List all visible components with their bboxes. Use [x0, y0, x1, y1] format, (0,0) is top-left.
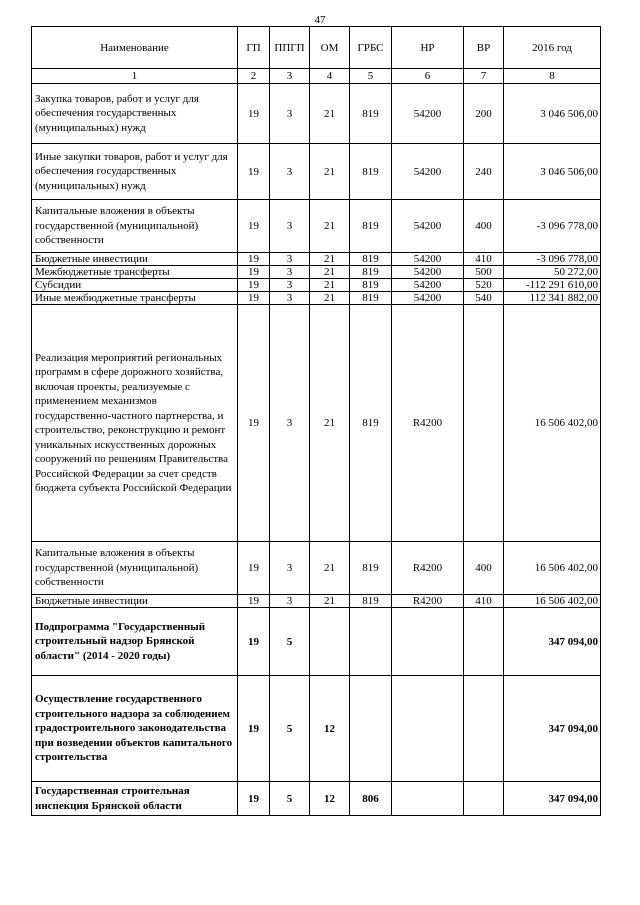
row-vr: 240 — [464, 144, 504, 200]
row-nr: 54200 — [392, 279, 464, 292]
col-number: 8 — [504, 69, 601, 84]
row-vr: 410 — [464, 595, 504, 608]
row-om: 12 — [310, 782, 350, 816]
row-gp: 19 — [238, 84, 270, 144]
row-nr — [392, 608, 464, 676]
row-gp: 19 — [238, 144, 270, 200]
row-amount: 347 094,00 — [504, 608, 601, 676]
row-name: Бюджетные инвестиции — [32, 253, 238, 266]
header-grbs: ГРБС — [350, 27, 392, 69]
row-nr: 54200 — [392, 253, 464, 266]
row-name: Капитальные вложения в объекты государственной (муниципальной) собственности — [32, 200, 238, 253]
row-name: Реализация мероприятий региональных программ в сфере дорожного хозяйства, включая проекты, реализуемые с применением механизмов государственно-частного партнерства, и строительство, реконструкцию и ремонт уникальных искусственных дорожных сооружений по решениям Правительства Российской Федерации за счет средств бюджета субъекта Российской Федерации — [32, 305, 238, 542]
row-nr: 54200 — [392, 200, 464, 253]
row-om: 21 — [310, 144, 350, 200]
row-ppgp: 3 — [270, 542, 310, 595]
col-number: 7 — [464, 69, 504, 84]
row-gp: 19 — [238, 542, 270, 595]
row-ppgp: 5 — [270, 608, 310, 676]
row-gp: 19 — [238, 608, 270, 676]
row-nr — [392, 676, 464, 782]
row-ppgp: 3 — [270, 305, 310, 542]
table-row — [32, 595, 601, 608]
row-om: 12 — [310, 676, 350, 782]
row-vr — [464, 676, 504, 782]
row-vr: 540 — [464, 292, 504, 305]
row-ppgp: 3 — [270, 292, 310, 305]
table-row — [32, 608, 601, 676]
row-om: 21 — [310, 84, 350, 144]
row-name: Закупка товаров, работ и услуг для обеспечения государственных (муниципальных) нужд — [32, 84, 238, 144]
row-amount: 3 046 506,00 — [504, 84, 601, 144]
row-amount: 16 506 402,00 — [504, 542, 601, 595]
row-gp: 19 — [238, 595, 270, 608]
row-gp: 19 — [238, 253, 270, 266]
row-vr: 520 — [464, 279, 504, 292]
row-om — [310, 608, 350, 676]
row-name: Осуществление государственного строительного надзора за соблюдением градостроительного законодательства при возведении объектов капитального строительства — [32, 676, 238, 782]
table-row — [32, 200, 601, 253]
row-amount: -3 096 778,00 — [504, 200, 601, 253]
row-om: 21 — [310, 266, 350, 279]
row-amount: 16 506 402,00 — [504, 305, 601, 542]
row-grbs: 819 — [350, 266, 392, 279]
table-row — [32, 676, 601, 782]
row-ppgp: 3 — [270, 253, 310, 266]
row-vr: 400 — [464, 200, 504, 253]
page-number: 47 — [314, 14, 326, 26]
row-om: 21 — [310, 279, 350, 292]
row-nr: R4200 — [392, 595, 464, 608]
header-name: Наименование — [32, 27, 238, 69]
row-ppgp: 3 — [270, 266, 310, 279]
header-om: ОМ — [310, 27, 350, 69]
row-ppgp: 3 — [270, 279, 310, 292]
header-ppgp: ППГП — [270, 27, 310, 69]
row-om: 21 — [310, 200, 350, 253]
row-ppgp: 3 — [270, 595, 310, 608]
row-ppgp: 3 — [270, 84, 310, 144]
row-nr: 54200 — [392, 84, 464, 144]
row-amount: 50 272,00 — [504, 266, 601, 279]
row-vr: 410 — [464, 253, 504, 266]
column-number-row — [32, 69, 601, 84]
row-gp: 19 — [238, 200, 270, 253]
row-nr: R4200 — [392, 542, 464, 595]
row-grbs — [350, 676, 392, 782]
header-nr: НР — [392, 27, 464, 69]
row-vr: 500 — [464, 266, 504, 279]
row-grbs: 806 — [350, 782, 392, 816]
row-gp: 19 — [238, 676, 270, 782]
col-number: 2 — [238, 69, 270, 84]
row-om: 21 — [310, 253, 350, 266]
row-om: 21 — [310, 305, 350, 542]
row-amount: 3 046 506,00 — [504, 144, 601, 200]
row-ppgp: 5 — [270, 676, 310, 782]
row-grbs: 819 — [350, 595, 392, 608]
col-number: 3 — [270, 69, 310, 84]
row-gp: 19 — [238, 292, 270, 305]
col-number: 6 — [392, 69, 464, 84]
row-amount: 347 094,00 — [504, 782, 601, 816]
row-grbs — [350, 608, 392, 676]
col-number: 4 — [310, 69, 350, 84]
row-name: Капитальные вложения в объекты государственной (муниципальной) собственности — [32, 542, 238, 595]
row-grbs: 819 — [350, 253, 392, 266]
header-gp: ГП — [238, 27, 270, 69]
row-vr: 400 — [464, 542, 504, 595]
row-ppgp: 3 — [270, 200, 310, 253]
row-nr: 54200 — [392, 292, 464, 305]
row-grbs: 819 — [350, 144, 392, 200]
row-grbs: 819 — [350, 279, 392, 292]
table-row — [32, 84, 601, 144]
row-om: 21 — [310, 595, 350, 608]
row-name: Межбюджетные трансферты — [32, 266, 238, 279]
row-om: 21 — [310, 292, 350, 305]
row-amount: -112 291 610,00 — [504, 279, 601, 292]
row-gp: 19 — [238, 266, 270, 279]
row-ppgp: 5 — [270, 782, 310, 816]
table-row — [32, 292, 601, 305]
header-row — [32, 27, 601, 69]
row-gp: 19 — [238, 305, 270, 542]
row-name: Подпрограмма "Государственный строительный надзор Брянской области" (2014 - 2020 годы) — [32, 608, 238, 676]
col-number: 1 — [32, 69, 238, 84]
row-amount: 112 341 882,00 — [504, 292, 601, 305]
col-number: 5 — [350, 69, 392, 84]
table-row — [32, 253, 601, 266]
row-vr — [464, 608, 504, 676]
row-name: Субсидии — [32, 279, 238, 292]
row-amount: 16 506 402,00 — [504, 595, 601, 608]
table-row — [32, 305, 601, 542]
table-row — [32, 782, 601, 816]
row-grbs: 819 — [350, 305, 392, 542]
row-grbs: 819 — [350, 200, 392, 253]
row-grbs: 819 — [350, 542, 392, 595]
row-name: Бюджетные инвестиции — [32, 595, 238, 608]
row-name: Иные закупки товаров, работ и услуг для обеспечения государственных (муниципальных) нужд — [32, 144, 238, 200]
row-ppgp: 3 — [270, 144, 310, 200]
row-name: Государственная строительная инспекция Брянской области — [32, 782, 238, 816]
row-gp: 19 — [238, 782, 270, 816]
row-name: Иные межбюджетные трансферты — [32, 292, 238, 305]
row-grbs: 819 — [350, 84, 392, 144]
header-year: 2016 год — [504, 27, 601, 69]
row-nr — [392, 782, 464, 816]
budget-table — [31, 26, 601, 816]
table-row — [32, 542, 601, 595]
table-row — [32, 266, 601, 279]
row-vr — [464, 782, 504, 816]
row-nr: 54200 — [392, 266, 464, 279]
row-amount: 347 094,00 — [504, 676, 601, 782]
row-om: 21 — [310, 542, 350, 595]
row-nr: R4200 — [392, 305, 464, 542]
row-gp: 19 — [238, 279, 270, 292]
row-grbs: 819 — [350, 292, 392, 305]
header-vr: ВР — [464, 27, 504, 69]
table-row — [32, 144, 601, 200]
table-row — [32, 279, 601, 292]
row-vr — [464, 305, 504, 542]
row-amount: -3 096 778,00 — [504, 253, 601, 266]
row-vr: 200 — [464, 84, 504, 144]
row-nr: 54200 — [392, 144, 464, 200]
